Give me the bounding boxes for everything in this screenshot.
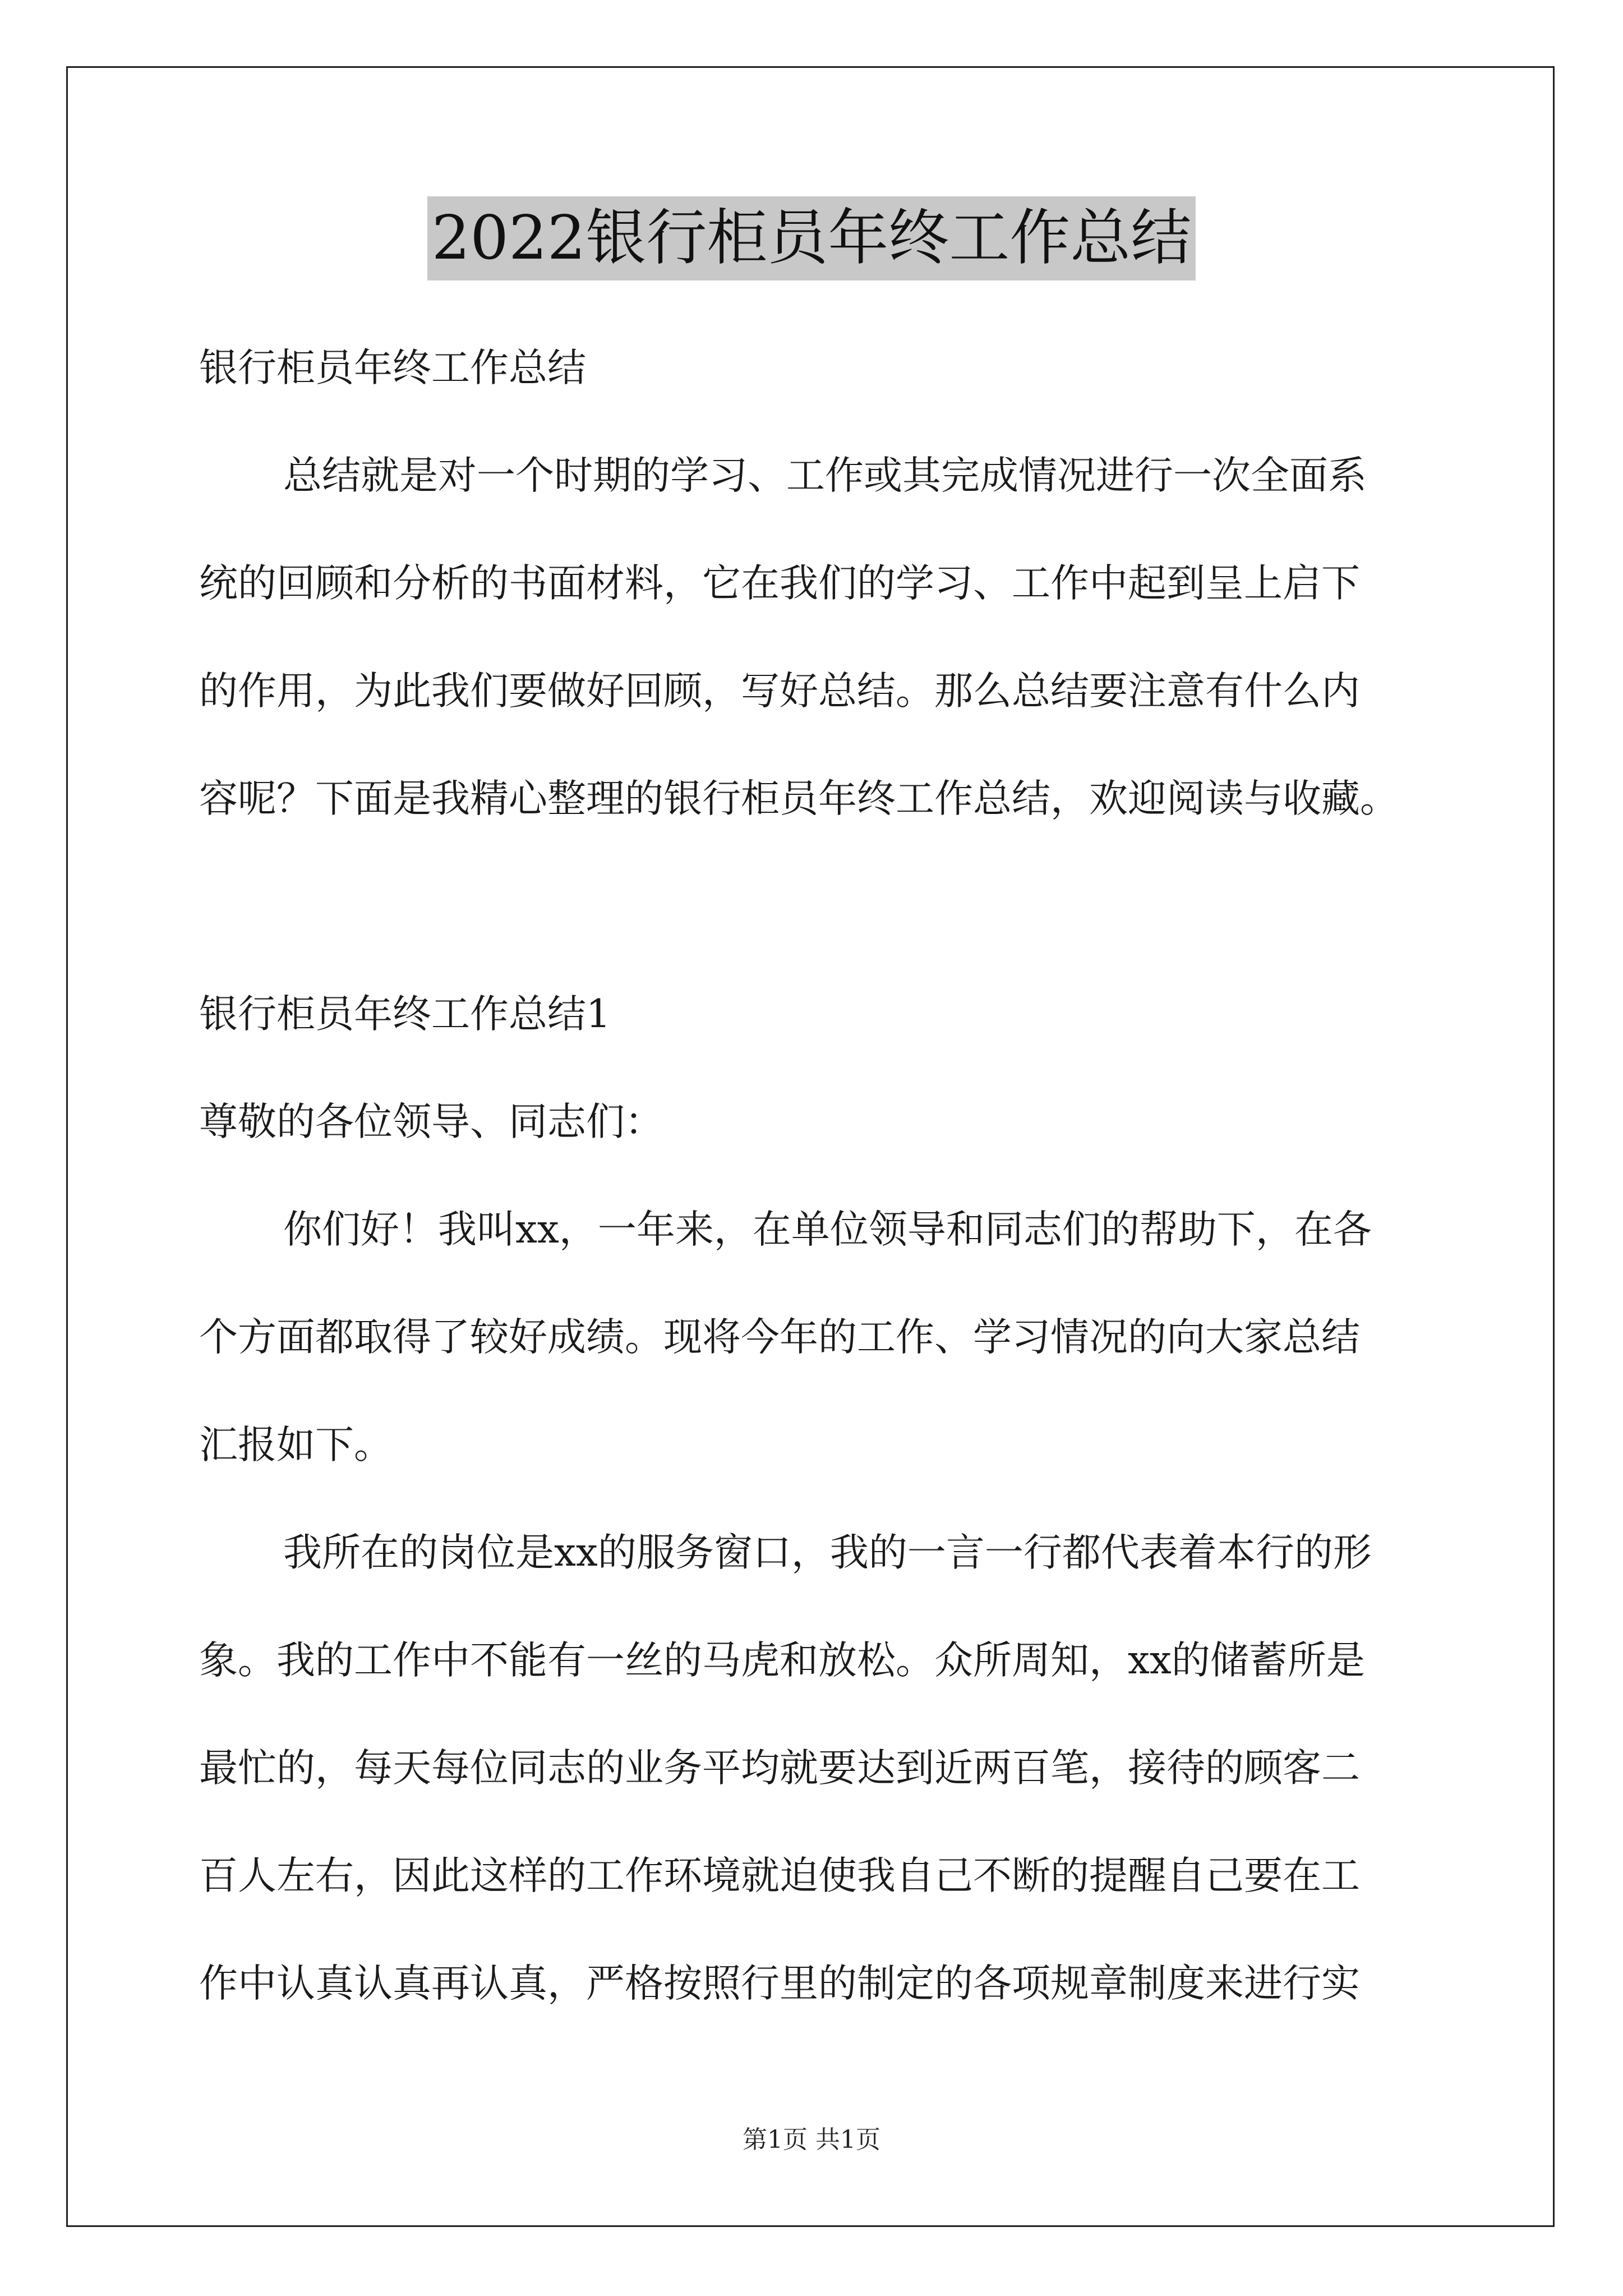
paragraph-line: 的作用，为此我们要做好回顾，写好总结。那么总结要注意有什么内: [199, 669, 1360, 714]
paragraph-line: 汇报如下。: [199, 1423, 393, 1467]
paragraph-line: 作中认真认真再认真，严格按照行里的制定的各项规章制度来进行实: [199, 1961, 1360, 2006]
paragraph-line: 个方面都取得了较好成绩。现将今年的工作、学习情况的向大家总结: [199, 1315, 1360, 1360]
section-heading: 银行柜员年终工作总结1: [199, 992, 611, 1037]
paragraph-line: 象。我的工作中不能有一丝的马虎和放松。众所周知，xx的储蓄所是: [199, 1638, 1365, 1683]
document-title: 2022银行柜员年终工作总结: [427, 196, 1196, 280]
document-body: [199, 314, 1424, 2037]
page-number-footer: 第1页 共1页: [743, 2125, 880, 2154]
title-container: [0, 196, 1623, 280]
paragraph-line: 百人左右，因此这样的工作环境就迫使我自己不断的提醒自己要在工: [199, 1853, 1360, 1898]
paragraph-line: 统的回顾和分析的书面材料，它在我们的学习、工作中起到呈上启下: [199, 561, 1360, 606]
paragraph-line: 我所在的岗位是xx的服务窗口，我的一言一行都代表着本行的形: [283, 1530, 1372, 1575]
salutation-line: 尊敬的各位领导、同志们：: [199, 1099, 663, 1144]
section-heading: 银行柜员年终工作总结: [199, 346, 586, 390]
paragraph-gap: [199, 853, 1424, 960]
paragraph-line: 容呢？下面是我精心整理的银行柜员年终工作总结，欢迎阅读与收藏。: [199, 776, 1399, 821]
paragraph-line: 你们好！我叫xx，一年来，在单位领导和同志们的帮助下，在各: [283, 1207, 1372, 1252]
paragraph-line: 总结就是对一个时期的学习、工作或其完成情况进行一次全面系: [283, 453, 1367, 498]
paragraph-line: 最忙的，每天每位同志的业务平均就要达到近两百笔，接待的顾客二: [199, 1746, 1360, 1791]
